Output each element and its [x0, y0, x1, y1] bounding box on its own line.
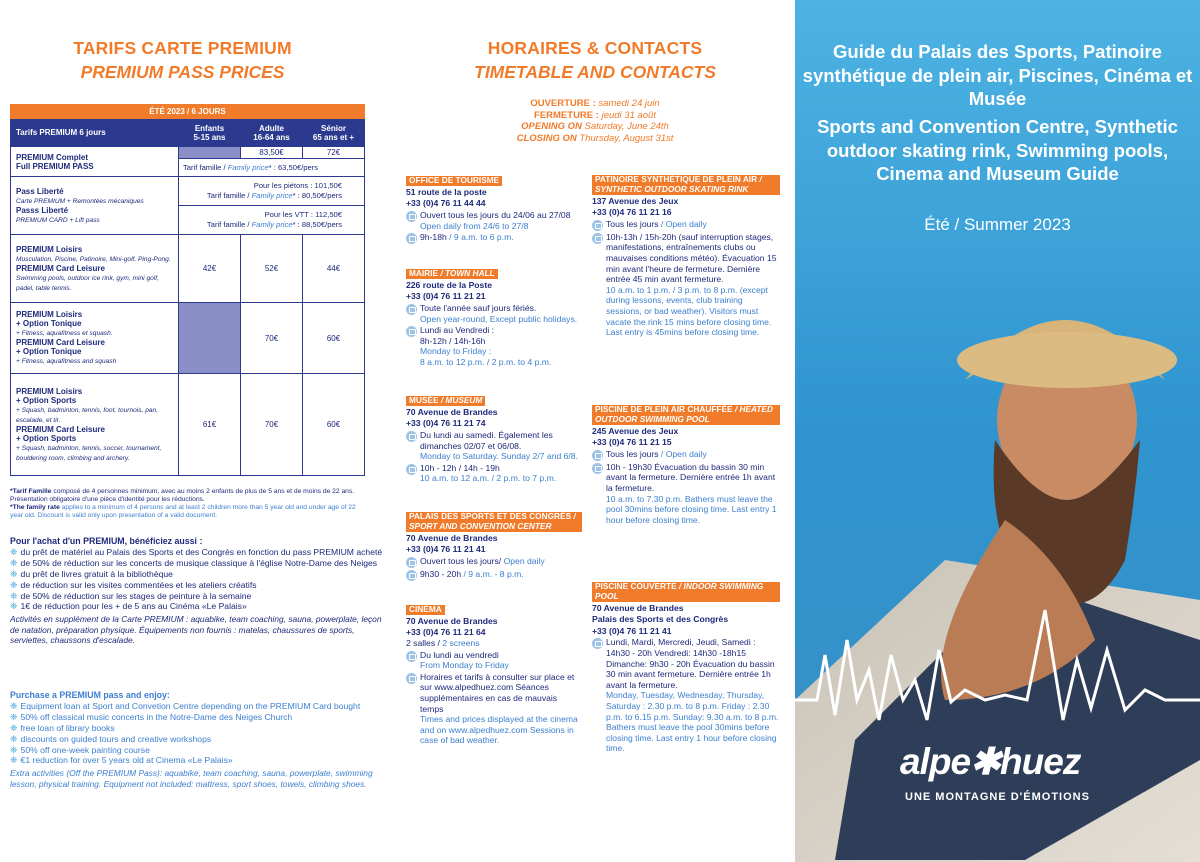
- venue-tourism-office: OFFICE DE TOURISME 51 route de la poste +33 (0)4 76 11 44 44 Ouvert tous les jours du 24/06 au 27/08 Open daily from 24/6 to 27/8 9h-18h / 9 a.m. to 6 p.m.: [406, 175, 571, 243]
- list-item: ❈ 50% off classical music concerts in the Notre-Dame des Neiges Church: [10, 712, 385, 723]
- list-item: ❈ free loan of library books: [10, 723, 385, 734]
- calendar-icon: [406, 557, 417, 568]
- clock-icon: [406, 464, 417, 475]
- timetable-title: HORAIRES & CONTACTS: [487, 38, 703, 58]
- table-row: PREMIUM Loisirs + Option Sports + Squash, badminton, tennis, foot, tournois, pan, escalade, et tir. PREMIUM Card Leisure + Option Sports + Squash, badminton, tennis, soccer, tournament, bouldering room, climbing and archery. 61€ 70€ 60€: [11, 374, 365, 476]
- cover-panel: [795, 0, 1200, 862]
- tariffs-subtitle: PREMIUM PASS PRICES: [80, 62, 285, 82]
- list-item: ❈ 1€ de réduction pour les + de 5 ans au Cinéma «Le Palais»: [10, 601, 385, 612]
- list-item: ❈ de 50% de réduction sur les stages de peinture à la semaine: [10, 591, 385, 602]
- venue-sports-centre: PALAIS DES SPORTS ET DES CONGRÈS / SPORT AND CONVENTION CENTER 70 Avenue de Brandes +33 (0)4 76 11 21 41 Ouvert tous les jours/ Open daily 9h30 - 20h / 9 a.m. - 8 p.m.: [406, 512, 582, 581]
- calendar-icon: [406, 304, 417, 315]
- calendar-icon: [406, 651, 417, 662]
- cover-title-en: Sports and Convention Centre, Synthetic outdoor skating rink, Swimming pools, Cinema and Museum Guide: [817, 116, 1178, 184]
- timetable-subtitle: TIMETABLE AND CONTACTS: [474, 62, 716, 82]
- venue-outdoor-pool: PISCINE DE PLEIN AIR CHAUFFÉE / HEATED OUTDOOR SWIMMING POOL 245 Avenue des Jeux +33 (0)4 76 11 21 15 Tous les jours / Open daily 10h - 19h30 Évacuation du bassin 30 min avant la fermeture. Dernière entrée 1h avant la fermeture. 10 a.m. to 7.30 p.m. Bathers must leave the pool 30mins before closing time. Last entry 1 hour before closing time.: [592, 405, 780, 525]
- calendar-icon: [592, 220, 603, 231]
- table-row: PREMIUM Loisirs + Option Tonique + Fitness, aquafitness et squash. PREMIUM Card Leisure + Option Tonique + Fitness, aquafitness and squash 70€ 60€: [11, 303, 365, 374]
- header-product: Tarifs PREMIUM 6 jours: [11, 119, 179, 147]
- alpe-huez-logo: alpe✱huez: [900, 741, 1081, 782]
- tariff-table: ÉTÉ 2023 / 6 JOURS Tarifs PREMIUM 6 jours Enfants 5-15 ans Adulte 16-64 ans Sénior 65 ans et + PREMIUM Complet Full PREMIUM PASS 83,50€ 72€ Tarif famille / Family price* : 63,50€/pers Pass Liberté Carte PREMIUM + Remontées mécaniques Passs Liberté PREMIUM CARD + Lift pass Pour les piétons : 101,50€ Tarif famille / Family price* : 80,50€/pers Pour les VTT : 112,50€ Tarif famille / Family price* : 88,50€/pers PREMIUM Loisirs Musculation, Piscine, Patinoire, Mini-golf, Ping-Pong. PREMIUM Card Leisure Swimming pools, outdoor ice rink, gym, mini golf, padel, table tennis. 42€ 52€ 44€ PREMIUM Loisirs + Option Tonique + Fitness, aquafitness et squash. PREMIUM Card Leisure + Option Tonique + Fitness, aquafitness and squash 70€ 60€ PREMIUM Loisirs + Option Sports + Squash, badminton, tennis, foot, tournois, pan, escalade, et tir. PREMIUM Card Leisure + Option Sports + Squash, badminton, tennis, soccer, tournament, bouldering room, climbing and archery. 61€ 70€ 60€: [10, 104, 365, 476]
- clock-icon: [406, 233, 417, 244]
- header-adult: Adulte 16-64 ans: [241, 119, 303, 147]
- venue-town-hall: MAIRIE / TOWN HALL 226 route de la Poste +33 (0)4 76 11 21 21 Toute l'année sauf jours fériés. Open year-round, Except public holidays. Lundi au Vendredi : 8h-12h / 14h-16h Monday to Friday : 8 a.m. to 12 p.m. / 2 p.m. to 4 p.m.: [406, 268, 578, 367]
- info-icon: [406, 673, 417, 684]
- cover-title-fr: Guide du Palais des Sports, Patinoire synthétique de plein air, Piscines, Cinéma et Musée: [802, 41, 1193, 109]
- table-row: PREMIUM Complet Full PREMIUM PASS 83,50€ 72€: [11, 147, 365, 159]
- table-row: Pass Liberté Carte PREMIUM + Remontées mécaniques Passs Liberté PREMIUM CARD + Lift pass Pour les piétons : 101,50€ Tarif famille / Family price* : 80,50€/pers: [11, 177, 365, 206]
- clock-icon: [592, 463, 603, 474]
- venue-skating-rink: PATINOIRE SYNTHÉTIQUE DE PLEIN AIR / SYNTHETIC OUTDOOR SKATING RINK 137 Avenue des Jeux +33 (0)4 76 11 21 16 Tous les jours / Open daily 10h-13h / 15h-20h (sauf interruption stages, manifestations, entraînements clubs ou mauvaises conditions météo). Évacuation 15 min avant l'heure de fermeture. Dernière entrée 45 min avant fermeture. 10 a.m. to 1 p.m. / 3 p.m. to 8 p.m. (except during lessons, events, club training sessions, or bad weather). Visitors must vacate the rink 15 mins before closing time. Last entry is 45mins before closing time.: [592, 175, 780, 338]
- tariffs-title: TARIFS CARTE PREMIUM: [73, 38, 292, 58]
- tariffs-panel: [0, 0, 400, 862]
- header-children: Enfants 5-15 ans: [179, 119, 241, 147]
- clock-icon: [592, 638, 603, 649]
- list-item: ❈ du prêt de livres gratuit à la bibliothèque: [10, 569, 385, 580]
- calendar-icon: [592, 450, 603, 461]
- venue-museum: MUSÉE / MUSEUM 70 Avenue de Brandes +33 (0)4 76 11 21 74 Du lundi au samedi. Également les dimanches 02/07 et 06/08. Monday to Saturday. Sunday 2/7 and 6/8. 10h - 12h / 14h - 19h 10 a.m. to 12 a.m. / 2 p.m. to 7 p.m.: [406, 395, 578, 484]
- benefits-fr: Pour l'achat d'un PREMIUM, bénéficiez aussi : ❈ du prêt de matériel au Palais des Sports et des Congrès en fonction du pass PREMIUM acheté ❈ de 50% de réduction sur les concerts de musique classique à l'église Notre-Dame des Neiges ❈ du prêt de livres gratuit à la bibliothèque ❈ de réduction sur les visites commentées et les ateliers créatifs ❈ de 50% de réduction sur les stages de peinture à la semaine ❈ 1€ de réduction pour les + de 5 ans au Cinéma «Le Palais» Activités en supplément de la Carte PREMIUM : aquabike, team coaching, sauna, powerplate, leçon de natation, préparation physique. Équipements non fournis : matelas, chaussures de sports, serviettes, chaussons d'escalade.: [10, 536, 385, 646]
- benefits-en: Purchase a PREMIUM pass and enjoy: ❈ Equipment loan at Sport and Convetion Centre depending on the PREMIUM Card bought ❈ 50% off classical music concerts in the Notre-Dame des Neiges Church ❈ free loan of library books ❈ discounts on guided tours and creative workshops ❈ 50% off one-week painting course ❈ €1 reduction for over 5 years old at Cinema «Le Palais» Extra activities (Off the PREMIUM Pass): aquabike, team coaching, sauna, powerplate, swimming lesson, physical training. Equipment not included: mattress, sport shoes, towels, climbing shoes.: [10, 690, 385, 789]
- list-item: ❈ €1 reduction for over 5 years old at Cinema «Le Palais»: [10, 755, 385, 766]
- heartbeat-line: [795, 0, 1200, 862]
- table-banner: ÉTÉ 2023 / 6 JOURS: [11, 105, 365, 119]
- list-item: ❈ de réduction sur les visites commentées et les ateliers créatifs: [10, 580, 385, 591]
- tagline: UNE MONTAGNE D'ÉMOTIONS: [905, 791, 1090, 803]
- list-item: ❈ 50% off one-week painting course: [10, 745, 385, 756]
- list-item: ❈ discounts on guided tours and creative workshops: [10, 734, 385, 745]
- cover-season: Été / Summer 2023: [924, 215, 1071, 234]
- calendar-icon: [406, 431, 417, 442]
- list-item: ❈ Equipment loan at Sport and Convetion Centre depending on the PREMIUM Card bought: [10, 701, 385, 712]
- list-item: ❈ du prêt de matériel au Palais des Sports et des Congrès en fonction du pass PREMIUM acheté: [10, 547, 385, 558]
- family-rate-note: *Tarif Famille composé de 4 personnes minimum, avec au moins 2 enfants de plus de 5 ans et de moins de 22 ans. Présentation obligatoire d'une pièce d'identité pour les réductions. *The family rate applies to a minimum of 4 persons and at least 2 children more than 5 year old and under age of 22 year old. Discount is valid only upon presentation of a valid document.: [10, 488, 356, 520]
- table-row: PREMIUM Loisirs Musculation, Piscine, Patinoire, Mini-golf, Ping-Pong. PREMIUM Card Leisure Swimming pools, outdoor ice rink, gym, mini golf, padel, table tennis. 42€ 52€ 44€: [11, 235, 365, 303]
- clock-icon: [592, 233, 603, 244]
- list-item: ❈ de 50% de réduction sur les concerts de musique classique à l'église Notre-Dame des Neiges: [10, 558, 385, 569]
- calendar-icon: [406, 211, 417, 222]
- season-dates: OUVERTURE : samedi 24 juin FERMETURE : jeudi 31 août OPENING ON Saturday, June 24th CLOSING ON Thursday, August 31st: [516, 98, 674, 144]
- venue-indoor-pool: PISCINE COUVERTE / INDOOR SWIMMING POOL 70 Avenue de Brandes Palais des Sports et des Congrès +33 (0)4 76 11 21 41 Lundi, Mardi, Mercredi, Jeudi, Samedi : 14h30 - 20h Vendredi: 14h30 -18h15 Dimanche: 9h30 - 20h Évacuation du bassin 30 min avant fermeture. Dernière entrée 1h avant la fermeture. Monday, Tuesday, Wednesday, Thursday, Saturday : 2.30 p.m. to 8 p.m. Friday : 2.30 p.m. to 6.15 p.m. Sunday: 9.30 a.m. to 8 p.m. Bathers must leave the pool 30mins before closing time. Last entry 1 hour before closing time.: [592, 581, 779, 754]
- clock-icon: [406, 326, 417, 337]
- table-header-row: [11, 119, 365, 147]
- venue-cinema: CINÉMA 70 Avenue de Brandes +33 (0)4 76 11 21 64 2 salles / 2 screens Du lundi au vendredi From Monday to Friday Horaires et tarifs à consulter sur place et sur www.alpedhuez.com Séances supplémentaires en cas de mauvais temps Times and prices displayed at the cinema and on www.alpedhuez.com Sessions in case of bad weather.: [406, 604, 578, 746]
- clock-icon: [406, 570, 417, 581]
- header-senior: Sénior 65 ans et +: [303, 119, 365, 147]
- timetable-panel: [400, 0, 795, 862]
